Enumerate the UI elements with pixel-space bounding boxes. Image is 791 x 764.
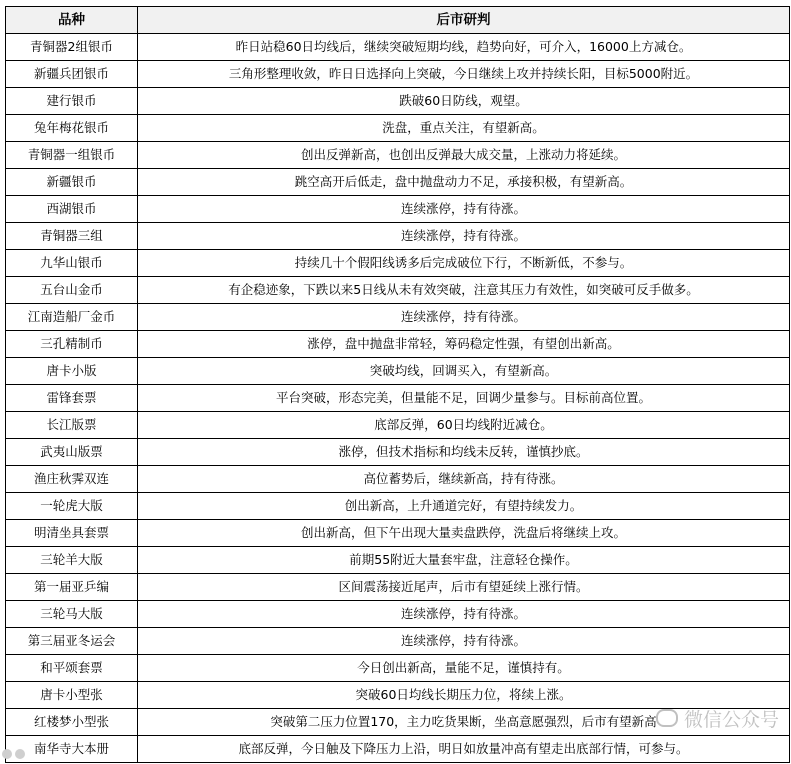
table-row (6, 277, 790, 304)
cell-analysis: 跳空高开后低走，盘中抛盘动力不足，承接积极，有望新高。 (138, 169, 790, 196)
table-row (6, 655, 790, 682)
table-row (6, 115, 790, 142)
cell-variety: 第一届亚乒编 (6, 574, 138, 601)
cell-variety: 新疆银币 (6, 169, 138, 196)
cell-variety: 青铜器三组 (6, 223, 138, 250)
cell-variety: 建行银币 (6, 88, 138, 115)
table-body (6, 34, 790, 763)
table-row (6, 628, 790, 655)
table-row (6, 250, 790, 277)
table-row (6, 547, 790, 574)
cell-variety: 江南造船厂金币 (6, 304, 138, 331)
market-analysis-table (5, 6, 790, 763)
cell-analysis: 连续涨停，持有待涨。 (138, 196, 790, 223)
wechat-icon (656, 709, 678, 727)
cell-analysis: 创出反弹新高，也创出反弹最大成交量，上涨动力将延续。 (138, 142, 790, 169)
table-row (6, 385, 790, 412)
table-row (6, 601, 790, 628)
cell-analysis: 区间震荡接近尾声，后市有望延续上涨行情。 (138, 574, 790, 601)
table-row (6, 493, 790, 520)
table-row (6, 574, 790, 601)
cell-variety: 九华山银币 (6, 250, 138, 277)
cell-variety: 一轮虎大版 (6, 493, 138, 520)
header-analysis: 后市研判 (138, 7, 790, 34)
cell-variety: 三轮马大版 (6, 601, 138, 628)
cell-analysis: 有企稳迹象，下跌以来5日线从未有效突破，注意其压力有效性，如突破可反手做多。 (138, 277, 790, 304)
cell-variety: 红楼梦小型张 (6, 709, 138, 736)
table-row (6, 520, 790, 547)
cell-variety: 渔庄秋霁双连 (6, 466, 138, 493)
table-row (6, 223, 790, 250)
cell-analysis: 连续涨停，持有待涨。 (138, 304, 790, 331)
cell-variety: 长江版票 (6, 412, 138, 439)
table-header-row (6, 7, 790, 34)
cell-variety: 南华寺大本册 (6, 736, 138, 763)
wechat-watermark (656, 705, 779, 732)
table-row (6, 61, 790, 88)
cell-analysis: 连续涨停，持有待涨。 (138, 628, 790, 655)
cell-variety: 青铜器一组银币 (6, 142, 138, 169)
table-row (6, 466, 790, 493)
analysis-table-container (5, 6, 789, 763)
table-row (6, 331, 790, 358)
cell-analysis: 昨日站稳60日均线后，继续突破短期均线，趋势向好，可介入，16000上方减仓。 (138, 34, 790, 61)
cell-analysis: 连续涨停，持有待涨。 (138, 223, 790, 250)
cell-variety: 第三届亚冬运会 (6, 628, 138, 655)
cell-analysis: 突破均线，回调买入，有望新高。 (138, 358, 790, 385)
table-row (6, 439, 790, 466)
cell-variety: 三孔精制币 (6, 331, 138, 358)
table-row (6, 196, 790, 223)
table-row (6, 88, 790, 115)
table-row (6, 169, 790, 196)
cell-variety: 新疆兵团银币 (6, 61, 138, 88)
cell-variety: 西湖银币 (6, 196, 138, 223)
cell-variety: 五台山金币 (6, 277, 138, 304)
table-row (6, 34, 790, 61)
cell-analysis: 涨停，但技术指标和均线未反转，谨慎抄底。 (138, 439, 790, 466)
cell-variety: 兔年梅花银币 (6, 115, 138, 142)
cell-analysis: 跌破60日防线，观望。 (138, 88, 790, 115)
cell-variety: 武夷山版票 (6, 439, 138, 466)
cell-analysis: 今日创出新高，量能不足，谨慎持有。 (138, 655, 790, 682)
cell-analysis: 底部反弹，60日均线附近减仓。 (138, 412, 790, 439)
cell-variety: 唐卡小版 (6, 358, 138, 385)
cell-variety: 三轮羊大版 (6, 547, 138, 574)
cell-analysis: 涨停，盘中抛盘非常轻，筹码稳定性强，有望创出新高。 (138, 331, 790, 358)
cell-analysis: 三角形整理收敛，昨日日选择向上突破，今日继续上攻并持续长阳，目标5000附近。 (138, 61, 790, 88)
cell-variety: 唐卡小型张 (6, 682, 138, 709)
cell-analysis: 平台突破，形态完美，但量能不足，回调少量参与。目标前高位置。 (138, 385, 790, 412)
cell-variety: 雷锋套票 (6, 385, 138, 412)
table-row (6, 412, 790, 439)
cell-analysis: 突破第二压力位置170，主力吃货果断，坐高意愿强烈，后市有望新高 (138, 709, 790, 736)
corner-logo-icon (0, 746, 28, 762)
header-variety: 品种 (6, 7, 138, 34)
cell-analysis: 持续几十个假阳线诱多后完成破位下行，不断新低，不参与。 (138, 250, 790, 277)
cell-analysis: 底部反弹，今日触及下降压力上沿，明日如放量冲高有望走出底部行情，可参与。 (138, 736, 790, 763)
table-row (6, 142, 790, 169)
cell-analysis: 连续涨停，持有待涨。 (138, 601, 790, 628)
watermark-text: 微信公众号 (683, 709, 779, 731)
cell-analysis: 洗盘，重点关注，有望新高。 (138, 115, 790, 142)
cell-variety: 和平颂套票 (6, 655, 138, 682)
table-row (6, 304, 790, 331)
cell-analysis: 创出新高，上升通道完好，有望持续发力。 (138, 493, 790, 520)
table-row (6, 358, 790, 385)
cell-analysis: 突破60日均线长期压力位，将续上涨。 (138, 682, 790, 709)
cell-analysis: 高位蓄势后，继续新高，持有待涨。 (138, 466, 790, 493)
cell-variety: 青铜器2组银币 (6, 34, 138, 61)
table-row (6, 736, 790, 763)
cell-variety: 明清坐具套票 (6, 520, 138, 547)
cell-analysis: 前期55附近大量套牢盘，注意轻仓操作。 (138, 547, 790, 574)
cell-analysis: 创出新高，但下午出现大量卖盘跌停，洗盘后将继续上攻。 (138, 520, 790, 547)
